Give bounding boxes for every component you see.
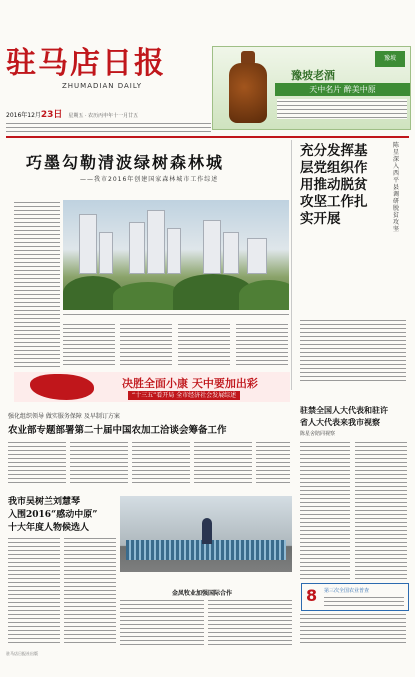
infobox-number: 8 bbox=[306, 586, 318, 605]
infobox-line: 第三次全国农业普查 bbox=[324, 588, 370, 594]
lead-headline[interactable]: 巧墨勾勒清波绿树森林城 bbox=[26, 153, 225, 172]
factory-caption: 金凤牧业加强国际合作 bbox=[172, 590, 233, 597]
ad-fine-print bbox=[277, 99, 407, 119]
factory-body-col2 bbox=[208, 598, 292, 646]
lead-body-col1 bbox=[63, 322, 115, 368]
moving-headline-2[interactable]: 入围2016“感动中原” bbox=[8, 510, 98, 520]
lead-body-col3 bbox=[178, 322, 230, 368]
campaign-banner[interactable] bbox=[14, 372, 290, 402]
agri-headline[interactable]: 农业部专题部署第二十届中国农加工洽谈会筹备工作 bbox=[8, 425, 227, 436]
lead-body-col2 bbox=[120, 322, 172, 368]
factory-body-col1 bbox=[120, 598, 204, 646]
lead-body-left bbox=[14, 200, 60, 368]
poverty-vertical-deck: 陈星深入西平县调研脱贫攻坚 bbox=[393, 142, 400, 233]
npc-body-col2 bbox=[355, 440, 407, 580]
census-infobox[interactable] bbox=[301, 583, 409, 611]
agri-body-col1 bbox=[8, 440, 66, 486]
moving-body-col1 bbox=[8, 536, 60, 646]
agri-kicker: 强化组织领导 做实服务保障 及早制订方案 bbox=[8, 413, 120, 420]
lead-subhead: ——我市2016年创建国家森林城市工作综述 bbox=[80, 176, 219, 183]
dateline-extra: 星期五 · 农历丙申年十一月廿五 bbox=[68, 113, 139, 119]
agri-body-col4 bbox=[194, 440, 252, 486]
ad-slogan: 天中名片 醉美中原 bbox=[275, 83, 410, 96]
npc-body-col1 bbox=[300, 440, 350, 580]
npc-headline-2[interactable]: 省人大代表来我市视察 bbox=[300, 417, 380, 427]
footer bbox=[6, 650, 409, 658]
liquor-advertisement[interactable] bbox=[212, 46, 411, 130]
moving-headline-3[interactable]: 十大年度人物候选人 bbox=[8, 523, 90, 533]
date-prefix: 2016年12月 bbox=[6, 112, 41, 119]
lead-body-col4 bbox=[236, 322, 288, 368]
banner-slogan: 决胜全面小康 天中要加出彩 bbox=[122, 377, 258, 390]
region-map-icon bbox=[30, 374, 94, 400]
bottom-right-body bbox=[300, 612, 406, 646]
moving-headline-1[interactable]: 我市吴树兰刘慧琴 bbox=[8, 497, 81, 507]
ad-logo: 豫坡 bbox=[375, 51, 405, 67]
npc-headline-1[interactable]: 驻禁全国人大代表和驻许 bbox=[300, 405, 388, 415]
date-day: 23日 bbox=[40, 110, 63, 120]
agri-body-col5 bbox=[256, 440, 290, 486]
liquor-bottle-illustration bbox=[227, 51, 269, 125]
photo-caption bbox=[63, 312, 289, 318]
agri-body-col3 bbox=[132, 440, 190, 486]
banner-sub: “十三五”看开局 全市经济社会发展综述 bbox=[128, 391, 240, 400]
masthead bbox=[6, 48, 206, 106]
footer-text: 驻马店日报社出版 bbox=[6, 651, 38, 656]
city-skyline-photo[interactable] bbox=[63, 200, 289, 310]
poverty-headline[interactable]: 充分发挥基层党组织作用推动脱贫攻坚工作扎实开展 bbox=[300, 143, 368, 227]
masthead-english: ZHUMADIAN DAILY bbox=[62, 82, 143, 90]
dateline-details bbox=[6, 121, 211, 133]
worker-figure bbox=[202, 518, 212, 544]
dateline bbox=[6, 112, 216, 134]
factory-photo[interactable] bbox=[120, 496, 292, 586]
issue-date bbox=[6, 112, 138, 119]
npc-kicker: 陈星舍陪同视察 bbox=[300, 431, 336, 437]
agri-body-col2 bbox=[70, 440, 128, 486]
masthead-rule bbox=[6, 136, 409, 138]
poverty-body-top bbox=[300, 318, 406, 384]
ad-brand: 豫坡老酒 bbox=[291, 69, 335, 82]
moving-body-col2 bbox=[64, 536, 116, 646]
masthead-title: 驻马店日报 bbox=[6, 46, 166, 81]
